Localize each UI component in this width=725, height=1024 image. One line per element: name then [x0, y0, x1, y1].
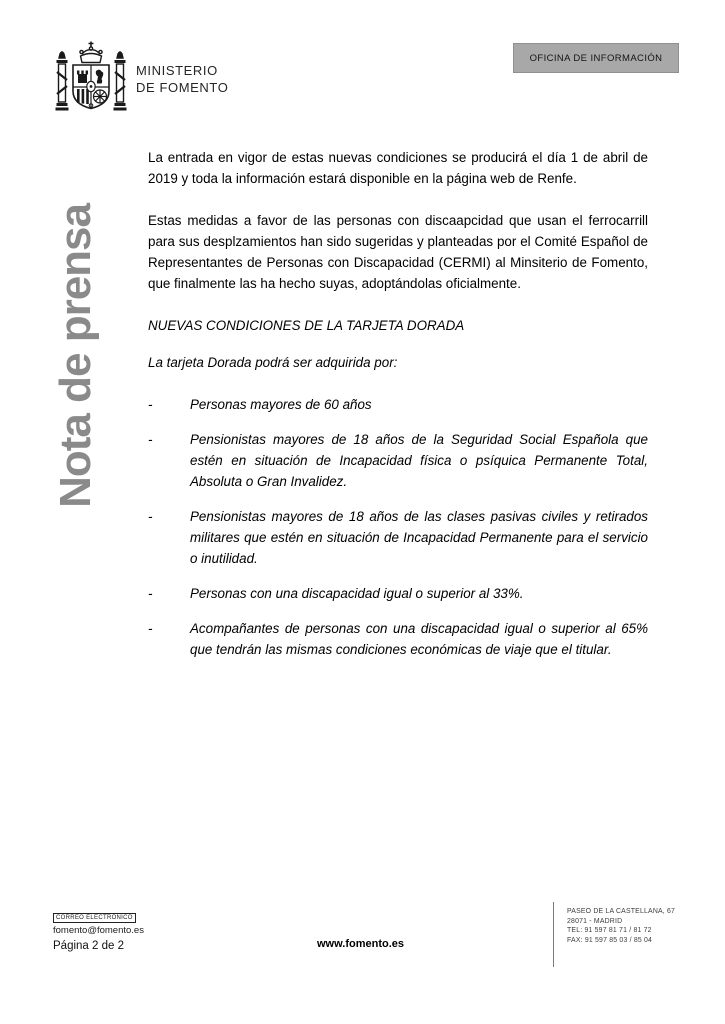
list-item-text: Pensionistas mayores de 18 años de la Seguridad Social Española que estén en situación de Incapacidad física o psíquica Permanente Total, Absoluta o Gran Invalidez.: [190, 432, 648, 489]
list-item-text: Acompañantes de personas con una discapacidad igual o superior al 65% que tendrán las mismas condiciones económicas de viaje que el titular.: [190, 621, 648, 657]
spain-coat-of-arms-logo: [54, 40, 128, 120]
contact-email: fomento@fomento.es: [53, 925, 144, 936]
ministry-name-line1: MINISTERIO: [136, 63, 218, 78]
list-item: [148, 506, 648, 569]
list-item: [148, 429, 648, 492]
section-heading: NUEVAS CONDICIONES DE LA TARJETA DORADA: [148, 318, 465, 333]
list-item: [148, 618, 648, 660]
ministry-name-line2: DE FOMENTO: [136, 80, 229, 95]
information-office-badge: OFICINA DE INFORMACIÓN: [513, 43, 679, 73]
press-note-vertical-title: Nota de prensa: [51, 204, 100, 508]
list-item-text: Personas con una discapacidad igual o superior al 33%.: [190, 586, 524, 601]
list-item-text: Personas mayores de 60 años: [190, 397, 372, 412]
page-indicator: Página 2 de 2: [53, 940, 124, 952]
bullet-dash: -: [148, 432, 153, 447]
address-line: 28071 - MADRID: [567, 917, 623, 925]
bullet-dash: -: [148, 509, 153, 524]
footer-vertical-divider: [553, 902, 554, 967]
list-item-text: Pensionistas mayores de 18 años de las clases pasivas civiles y retirados militares que estén en situación de Incapacidad Permanente para el servicio o inutilidad.: [190, 509, 648, 566]
address-block: [567, 907, 675, 945]
email-label-badge: CORREO ELECTRÓNICO: [53, 913, 136, 923]
address-line: TEL: 91 597 81 71 / 81 72: [567, 927, 652, 935]
address-line: FAX: 91 597 85 03 / 85 04: [567, 936, 653, 944]
address-line: PASEO DE LA CASTELLANA, 67: [567, 908, 676, 915]
list-item: [148, 394, 648, 415]
list-item: [148, 583, 648, 604]
list-intro: La tarjeta Dorada podrá ser adquirida por:: [148, 355, 398, 370]
main-content: [148, 147, 648, 674]
paragraph-entry-into-force: La entrada en vigor de estas nuevas condiciones se producirá el día 1 de abril de 2019 y toda la información estará disponible en la página web de Renfe.: [148, 150, 648, 186]
sidebar: [44, 183, 108, 529]
paragraph-cermi-measures: Estas medidas a favor de las personas con discaapcidad que usan el ferrocarrill para sus desplzamientos han sido sugeridas y planteadas por el Comité Español de Representantes de Personas con Discapacidad (CERMI) al Minsiterio de Fomento, que finalmente las ha hecho suyas, adoptándolas oficialmente.: [148, 213, 648, 291]
bullet-dash: -: [148, 621, 153, 636]
ministry-name: [136, 62, 228, 96]
bullet-dash: -: [148, 586, 153, 601]
footer-contact-block: [53, 906, 144, 952]
website-url: www.fomento.es: [317, 938, 404, 950]
bullet-dash: -: [148, 397, 153, 412]
conditions-list: [148, 394, 648, 660]
